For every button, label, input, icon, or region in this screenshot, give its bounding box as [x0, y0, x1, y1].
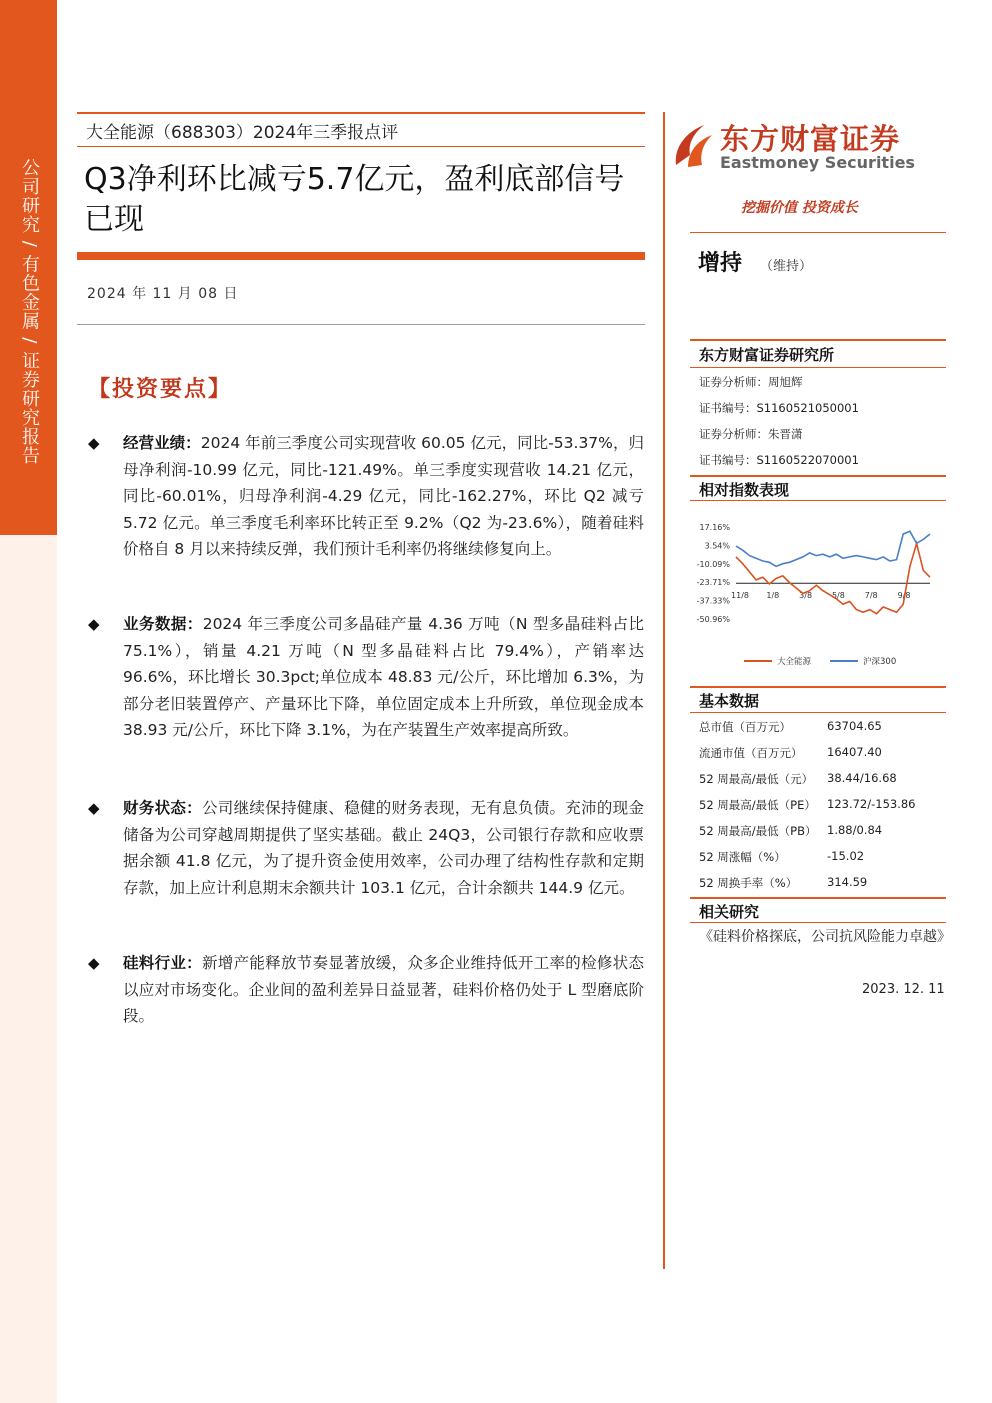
basic-data-key: 流通市值（百万元） [699, 746, 803, 760]
subtitle-rule [77, 146, 645, 147]
x-tick-label: 1/8 [766, 591, 780, 601]
diamond-bullet-icon: ◆ [88, 615, 100, 633]
point-heading: 财务状态： [123, 799, 202, 817]
basic-data-value: 63704.65 [827, 719, 882, 733]
legend-label: 沪深300 [863, 657, 897, 667]
series-line-index [736, 531, 930, 566]
legend-label: 大全能源 [777, 657, 812, 667]
analyst-2-cert: 证书编号：S1160522070001 [699, 453, 859, 467]
rating-note: （维持） [760, 259, 813, 274]
basic-data-value: -15.02 [827, 849, 865, 863]
brand-name-cn: 东方财富证券 [720, 122, 901, 156]
point-heading: 业务数据： [123, 615, 203, 633]
chart-section-title: 相对指数表现 [699, 481, 790, 499]
x-tick-label: 3/8 [799, 591, 813, 601]
point-heading: 硅料行业： [123, 954, 202, 972]
basic-data-title-rule [690, 712, 946, 713]
x-tick-label: 5/8 [831, 591, 845, 601]
related-title: 相关研究 [699, 903, 760, 921]
basic-data-value: 38.44/16.68 [827, 771, 897, 785]
rating-label: 增持 [698, 251, 743, 276]
basic-data-key: 总市值（百万元） [699, 720, 791, 734]
sidebar-category-label: 公司研究 / 有色金属 / 证券研究报告 [19, 158, 40, 466]
y-tick-label: -50.96% [696, 615, 730, 624]
point-operations [88, 430, 644, 563]
column-divider [663, 112, 665, 1269]
basic-data-title: 基本数据 [699, 692, 760, 710]
analyst-1: 证券分析师：周旭辉 [699, 375, 803, 389]
basic-data-key: 52 周涨幅（%） [699, 850, 786, 864]
point-body: 2024 年前三季度公司实现营收 60.05 亿元，同比-53.37%，归母净利润-10.99 亿元，同比-121.49%。单三季度实现营收 14.21 亿元，同比-60.01%，归母净利润-4.29 亿元，同比-162.27%，环比 Q2 减亏 5.72 亿元。单三季度毛利率环比转正至 9.2%（Q2 为-23.6%），随着硅料价格自 8 月以来持续反弹，我们预计毛利率仍将继续修复向上。 [123, 434, 644, 558]
brand-name-en: Eastmoney Securities [720, 153, 915, 172]
basic-data-key: 52 周最高/最低（元） [699, 772, 814, 786]
point-financial-status [88, 795, 644, 901]
rating-top-rule [690, 232, 946, 233]
diamond-bullet-icon: ◆ [88, 954, 100, 972]
brand-logo [670, 117, 920, 177]
point-business-data [88, 611, 644, 744]
basic-data-value: 1.88/0.84 [827, 823, 883, 837]
y-tick-label: 3.54% [704, 541, 730, 551]
related-report-link[interactable]: 《硅料价格探底，公司抗风险能力卓越》 [699, 929, 951, 945]
basic-data-value: 16407.40 [827, 745, 882, 759]
x-tick-label: 7/8 [864, 591, 878, 601]
diamond-bullet-icon: ◆ [88, 799, 100, 817]
brand-slogan: 挖掘价值 投资成长 [741, 200, 858, 216]
institute-title-rule [690, 367, 946, 368]
x-tick-label: 11/8 [731, 591, 749, 601]
y-tick-label: -37.33% [696, 596, 730, 606]
date-rule [77, 324, 645, 325]
point-body: 2024 年三季度公司多晶硅产量 4.36 万吨（N 型多晶硅料占比 75.1%），销量 4.21 万吨（N 型多晶硅料占比 79.4%），产销率达 96.6%，环比增长 30.3pct;单位成本 48.83 元/公斤，环比增加 6.3%，为部分老旧装置停产、产量环比下降，单位固定成本上升所致，单位现金成本 38.93 元/公斤，环比下降 3.1%，为在产装置生产效率提高所致。 [123, 615, 644, 739]
report-date: 2024 年 11 月 08 日 [87, 286, 239, 302]
analyst-2: 证券分析师：朱晋潇 [699, 427, 803, 441]
y-tick-label: -10.09% [696, 559, 730, 569]
chart-title-rule [690, 500, 946, 501]
x-tick-label: 9/8 [897, 591, 911, 601]
point-industry [88, 950, 644, 1030]
point-body: 新增产能释放节奏显著放缓，众多企业维持低开工率的检修状态以应对市场变化。企业间的盈利差异日益显著，硅料价格仍处于 L 型磨底阶段。 [123, 954, 644, 1025]
top-rule [77, 112, 645, 114]
report-title: Q3净利环比减亏5.7亿元，盈利底部信号已现 [84, 162, 625, 237]
y-tick-label: -23.71% [696, 578, 730, 588]
y-tick-label: 17.16% [699, 523, 730, 532]
institute-top-rule [690, 339, 946, 341]
point-heading: 经营业绩： [123, 434, 201, 452]
basic-data-key: 52 周换手率（%） [699, 876, 798, 890]
analyst-1-cert: 证书编号：S1160521050001 [699, 401, 859, 415]
diamond-bullet-icon: ◆ [88, 434, 100, 452]
report-subtitle: 大全能源（688303）2024年三季报点评 [86, 123, 399, 143]
chart-top-rule [690, 475, 946, 477]
point-body: 公司继续保持健康、稳健的财务表现，无有息负债。充沛的现金储备为公司穿越周期提供了坚实基础。截止 24Q3，公司银行存款和应收票据余额 41.8 亿元，为了提升资金使用效率，公司办理了结构性存款和定期存款，加上应计利息期末余额共计 103.1 亿元，合计余额共 144.9 亿元。 [123, 799, 644, 897]
related-report-date: 2023. 12. 11 [862, 982, 945, 997]
series-line-company [736, 543, 930, 613]
basic-data-value: 314.59 [827, 875, 868, 889]
basic-data-key: 52 周最高/最低（PE） [699, 798, 816, 812]
basic-data-top-rule [690, 686, 946, 688]
related-title-rule [690, 922, 946, 923]
relative-performance-chart [688, 513, 942, 673]
title-thick-rule [77, 252, 645, 260]
related-top-rule [690, 897, 946, 899]
institute-title: 东方财富证券研究所 [699, 346, 835, 364]
section-investment-highlights: 【投资要点】 [88, 377, 233, 402]
basic-data-key: 52 周最高/最低（PB） [699, 824, 817, 838]
basic-data-value: 123.72/-153.86 [827, 797, 916, 811]
brand-mark-icon [670, 121, 714, 171]
